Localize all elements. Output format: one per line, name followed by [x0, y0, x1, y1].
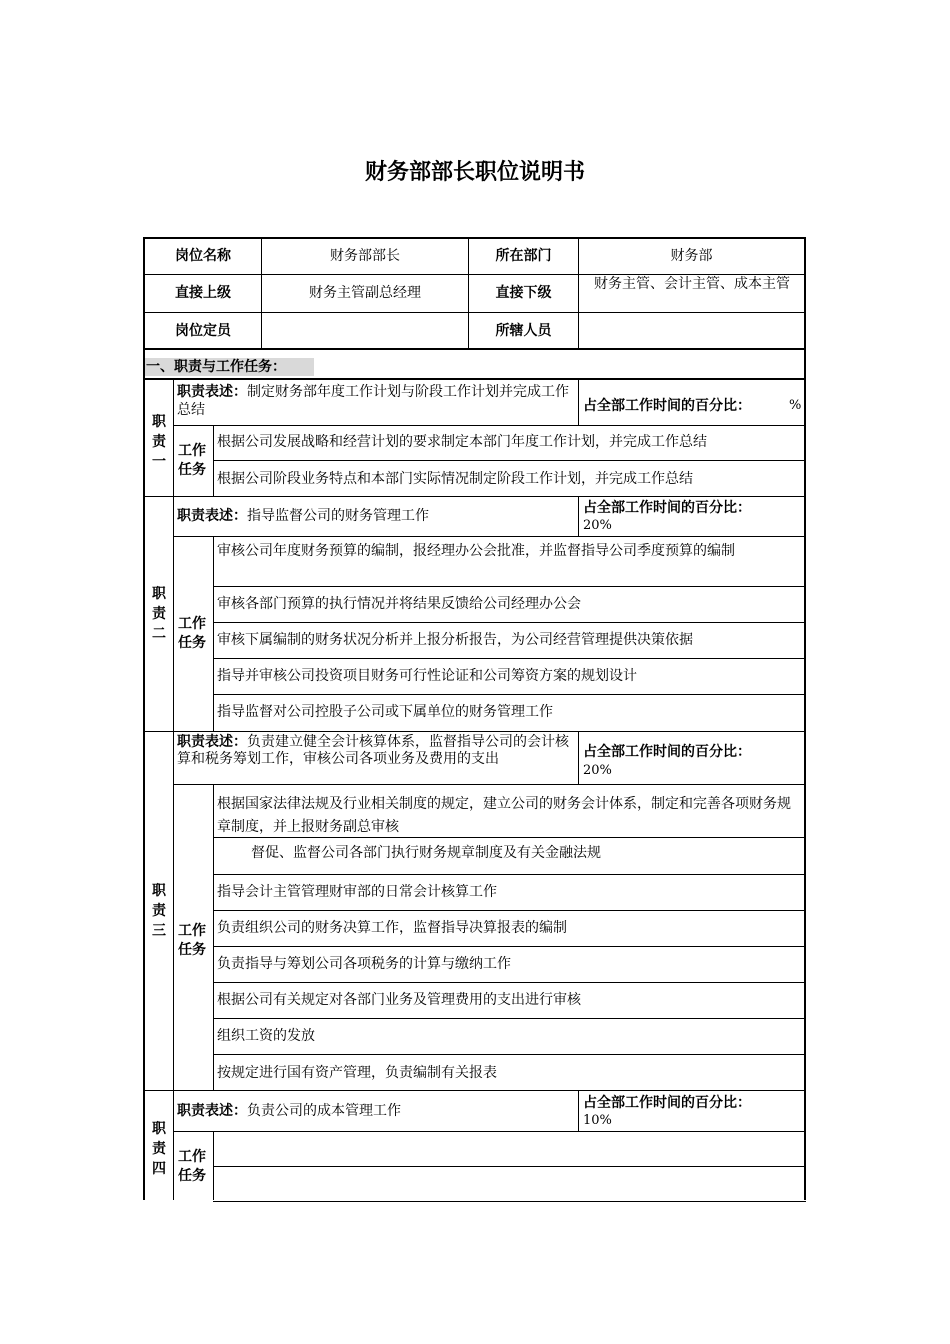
task-item: 审核各部门预算的执行情况并将结果反馈给公司经理办公会 — [217, 596, 581, 612]
duty-name: 职责一 — [152, 414, 166, 470]
duty-description: 职责表述：负责公司的成本管理工作 — [177, 1103, 401, 1119]
position-name-label: 岗位名称 — [175, 248, 231, 264]
time-percent-value: 20% — [583, 518, 612, 533]
duty-description: 职责表述：指导监督公司的财务管理工作 — [177, 508, 429, 524]
section-title: 一、职责与工作任务： — [146, 359, 286, 375]
duty-name: 职责三 — [152, 883, 166, 939]
tasks-label: 工作任务 — [178, 1149, 206, 1184]
task-item: 指导会计主管管理财审部的日常会计核算工作 — [217, 884, 497, 900]
task-item: 指导并审核公司投资项目财务可行性论证和公司筹资方案的规划设计 — [217, 668, 637, 684]
subordinate-value: 财务主管、会计主管、成本主管 — [594, 276, 790, 292]
position-name-value: 财务部部长 — [330, 248, 400, 264]
duty-name: 职责四 — [152, 1121, 166, 1177]
department-label: 所在部门 — [495, 248, 552, 264]
duty-description: 职责表述：负责建立健全会计核算体系，监督指导公司的会计核算和税务筹划工作，审核公司各项业务及费用的支出 — [177, 734, 569, 767]
tasks-label: 工作任务 — [178, 923, 206, 958]
time-percent-label: 占全部工作时间的百分比： — [583, 500, 751, 516]
job-description-table — [143, 237, 806, 1200]
task-item: 指导监督对公司控股子公司或下属单位的财务管理工作 — [217, 704, 553, 720]
headcount-label: 岗位定员 — [175, 323, 231, 339]
task-item: 审核公司年度财务预算的编制，报经理办公会批准，并监督指导公司季度预算的编制 — [217, 543, 735, 559]
time-percent-value: % — [789, 398, 802, 413]
time-percent-label: 占全部工作时间的百分比： — [583, 1095, 751, 1111]
task-item: 根据公司发展战略和经营计划的要求制定本部门年度工作计划，并完成工作总结 — [217, 434, 707, 450]
subordinate-label: 直接下级 — [495, 285, 552, 301]
tasks-label: 工作任务 — [178, 616, 206, 651]
task-item: 督促、监督公司各部门执行财务规章制度及有关金融法规 — [251, 845, 601, 861]
task-item: 根据国家法律法规及行业相关制度的规定，建立公司的财务会计体系，制定和完善各项财务规章制度，并上报财务副总审核 — [217, 796, 791, 835]
task-item: 负责组织公司的财务决算工作，监督指导决算报表的编制 — [217, 920, 567, 936]
task-item: 按规定进行国有资产管理，负责编制有关报表 — [217, 1065, 497, 1081]
task-item: 组织工资的发放 — [217, 1028, 315, 1044]
superior-label: 直接上级 — [175, 285, 231, 301]
time-percent-label: 占全部工作时间的百分比： — [583, 398, 751, 414]
task-item: 根据公司有关规定对各部门业务及管理费用的支出进行审核 — [217, 992, 581, 1008]
duty-description: 职责表述：制定财务部年度工作计划与阶段工作计划并完成工作总结 — [177, 384, 569, 418]
document-title: 财务部部长职位说明书 — [364, 160, 585, 185]
task-item: 审核下属编制的财务状况分析并上报分析报告，为公司经营管理提供决策依据 — [217, 632, 693, 648]
time-percent-value: 10% — [583, 1113, 612, 1128]
time-percent-label: 占全部工作时间的百分比： — [583, 744, 751, 760]
task-item: 根据公司阶段业务特点和本部门实际情况制定阶段工作计划，并完成工作总结 — [217, 471, 693, 487]
staff-label: 所辖人员 — [495, 323, 552, 339]
duty-name: 职责二 — [152, 586, 166, 642]
time-percent-value: 20% — [583, 763, 612, 778]
tasks-label: 工作任务 — [178, 443, 206, 478]
task-item: 负责指导与筹划公司各项税务的计算与缴纳工作 — [217, 956, 511, 972]
superior-value: 财务主管副总经理 — [309, 285, 421, 301]
department-value: 财务部 — [670, 248, 713, 264]
